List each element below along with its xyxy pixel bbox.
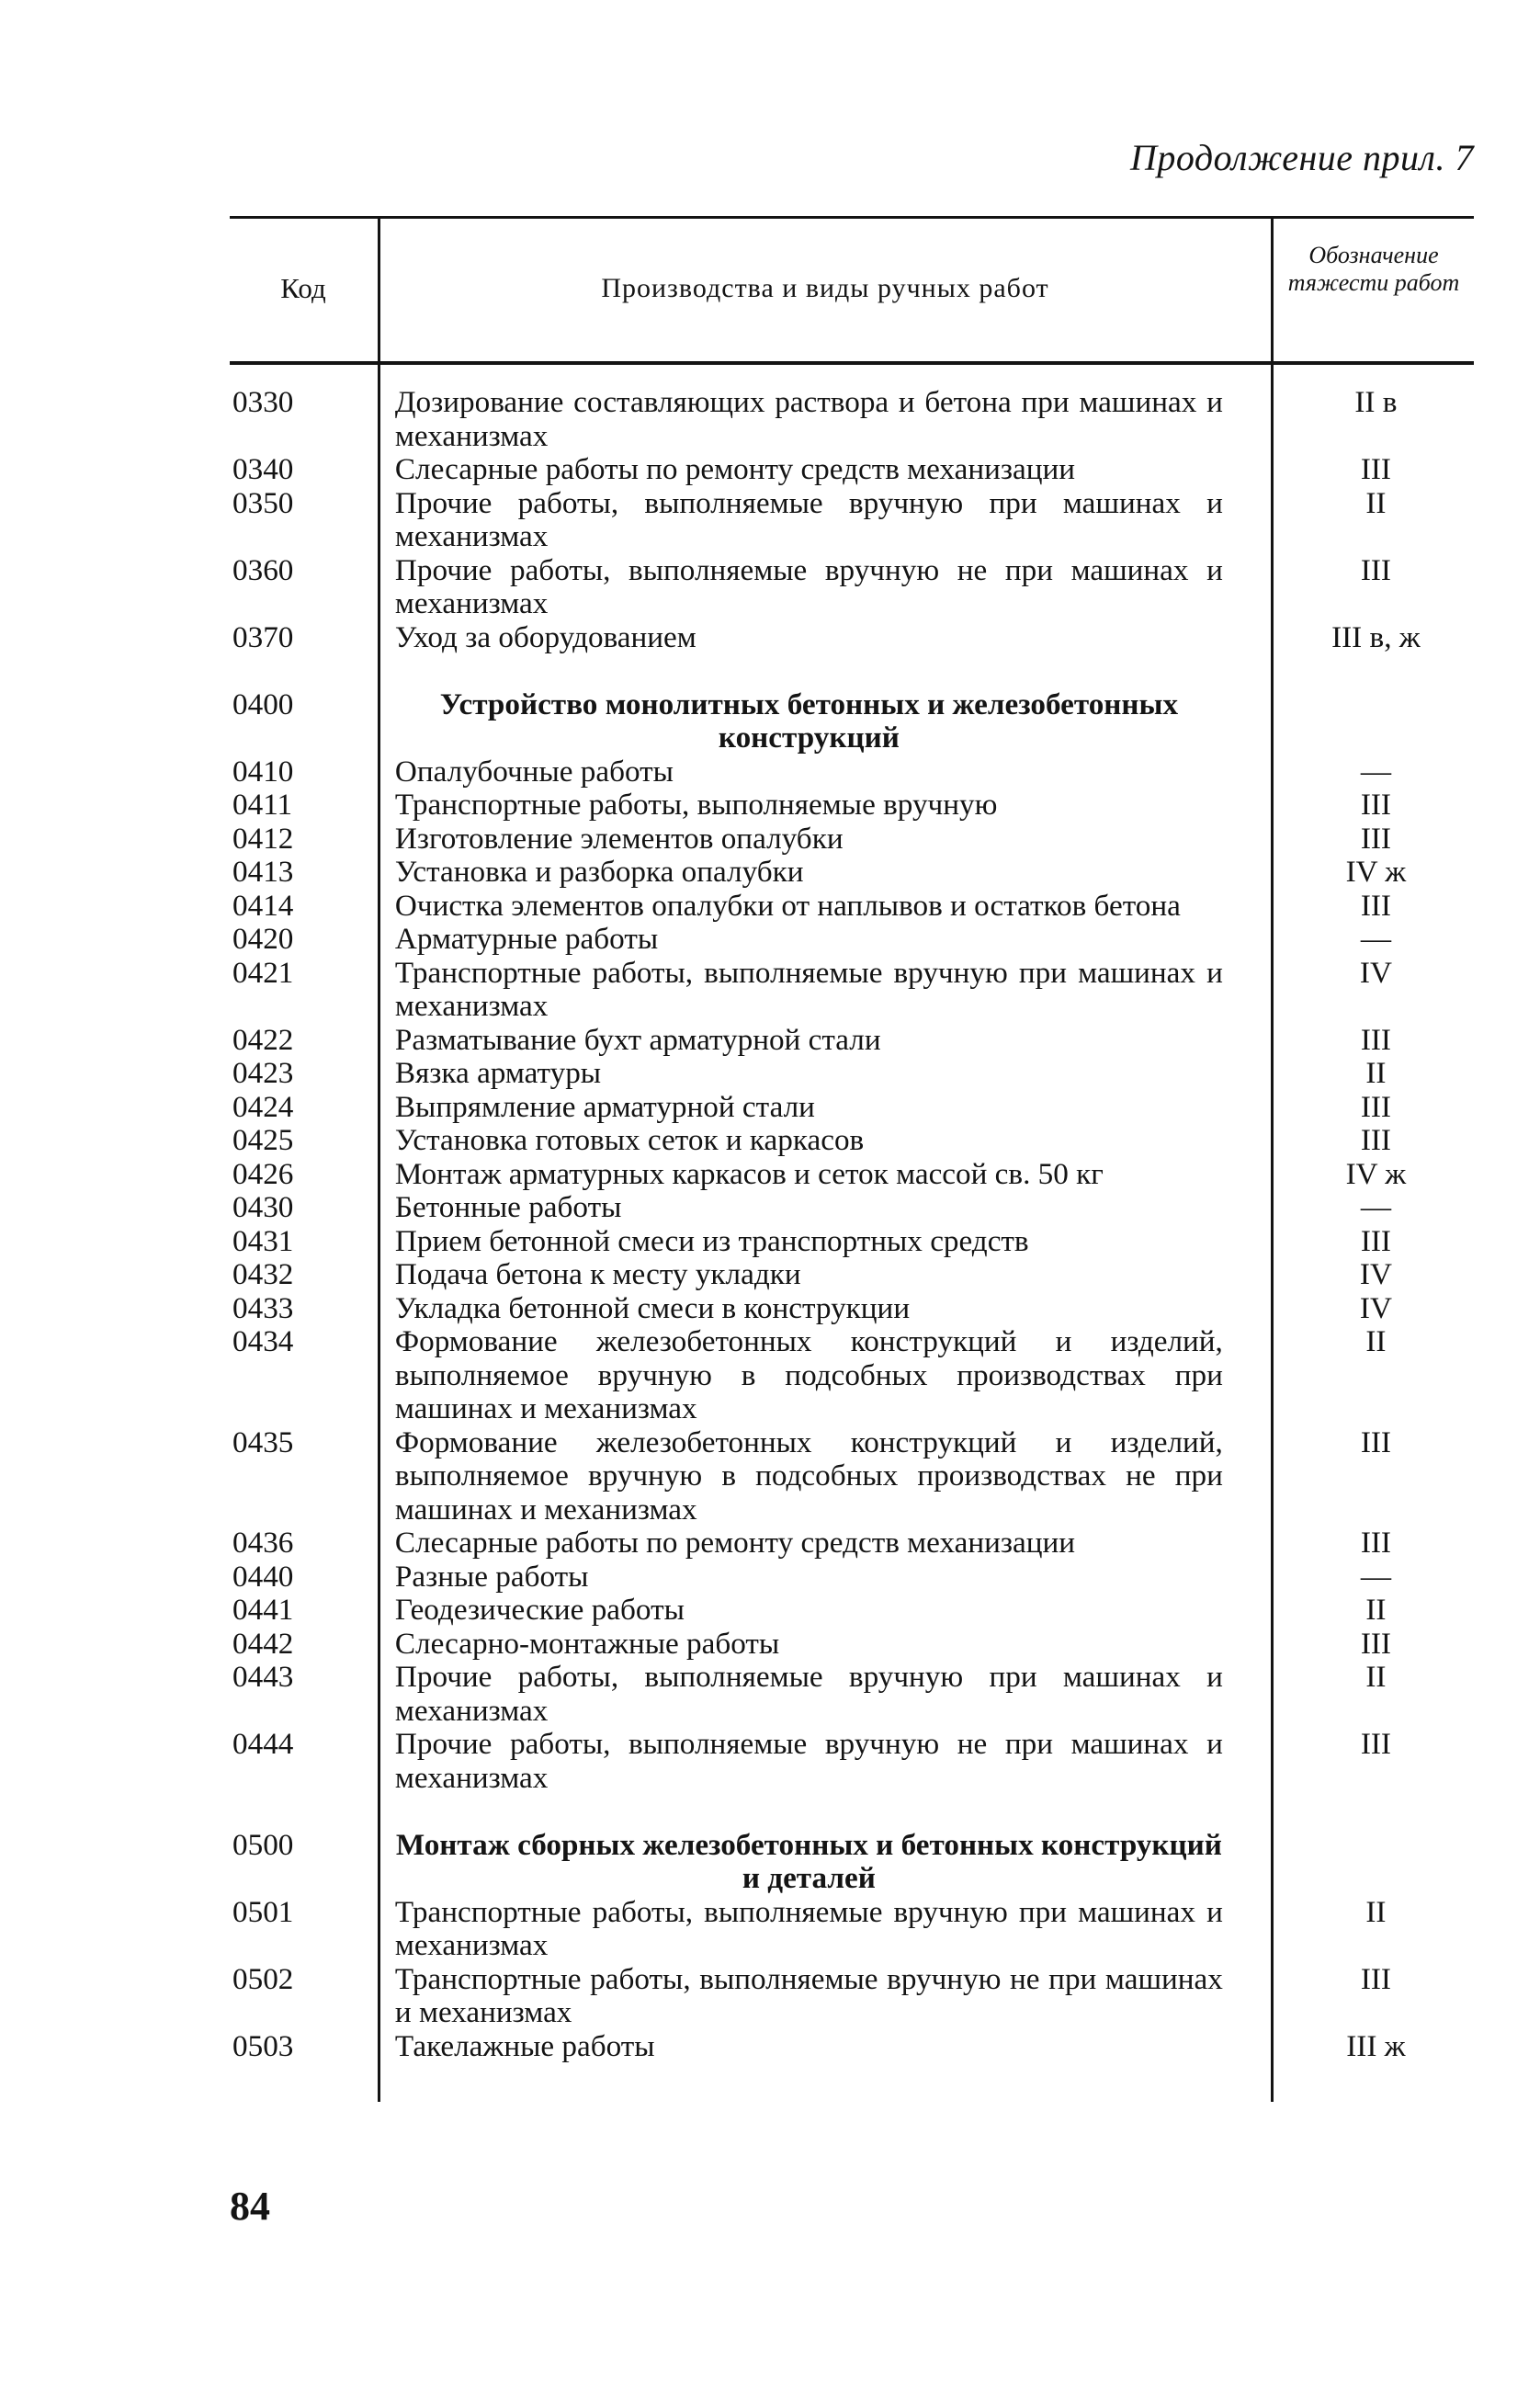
row-work: Прочие работы, выполняемые вручную не при машинах и механизмах (394, 552, 1223, 620)
row-work: Прочие работы, выполняемые вручную при машинах и механизмах (394, 485, 1223, 553)
table-row (230, 1561, 1474, 1595)
table-row (230, 1628, 1474, 1662)
row-code: 0501 (232, 1894, 294, 1929)
row-code: 0425 (232, 1123, 294, 1157)
table-row (230, 1191, 1474, 1225)
table-row (230, 1594, 1474, 1628)
row-work: Слесарно-монтажные работы (394, 1626, 780, 1661)
table-row (230, 621, 1474, 655)
row-severity: III (1360, 788, 1391, 822)
row-code: 0410 (232, 754, 294, 789)
row-severity: III (1360, 1123, 1391, 1157)
row-code: 0400 (232, 687, 294, 721)
header-code: Код (280, 272, 326, 304)
table-row (230, 1896, 1474, 1963)
table-row (230, 890, 1474, 924)
row-severity: III (1360, 1022, 1391, 1057)
table-row (230, 1728, 1474, 1795)
table-row (230, 1057, 1474, 1091)
table-row (230, 1024, 1474, 1058)
row-work: Вязка арматуры (394, 1056, 602, 1090)
row-code: 0426 (232, 1156, 294, 1191)
row-code: 0442 (232, 1626, 294, 1661)
row-severity: — (1360, 1559, 1391, 1594)
row-work: Транспортные работы, выполняемые вручную (394, 788, 998, 822)
row-work: Такелажные работы (394, 2028, 655, 2063)
row-severity: II (1365, 1593, 1387, 1627)
row-code: 0421 (232, 955, 294, 990)
table-row (230, 789, 1474, 823)
row-work: Выпрямление арматурной стали (394, 1089, 815, 1124)
row-gap (230, 654, 1474, 688)
row-work: Арматурные работы (394, 922, 659, 956)
row-code: 0443 (232, 1660, 294, 1694)
row-work: Слесарные работы по ремонту средств механизации (394, 1526, 1075, 1560)
table-row (230, 1158, 1474, 1192)
row-severity: III в, ж (1331, 619, 1421, 654)
page-number: 84 (230, 2184, 270, 2229)
row-work: Опалубочные работы (394, 754, 674, 789)
row-code: 0424 (232, 1089, 294, 1124)
row-code: 0435 (232, 1425, 294, 1459)
row-severity: IV (1359, 1290, 1392, 1325)
row-severity (1278, 688, 1474, 755)
row-code: 0350 (232, 485, 294, 520)
row-work: Транспортные работы, выполняемые вручную при машинах и механизмах (394, 1894, 1223, 1962)
table-row (230, 957, 1474, 1024)
row-work: Уход за оборудованием (394, 619, 696, 654)
row-severity: II (1365, 485, 1387, 520)
row-severity: II (1365, 1894, 1387, 1929)
row-severity: III (1360, 821, 1391, 856)
row-code: 0414 (232, 888, 294, 923)
row-code: 0430 (232, 1190, 294, 1224)
row-severity: — (1360, 1190, 1391, 1224)
row-code: 0436 (232, 1526, 294, 1560)
section-heading-row (230, 688, 1474, 755)
table-row (230, 1091, 1474, 1125)
row-code: 0433 (232, 1290, 294, 1325)
row-severity: III (1360, 552, 1391, 587)
table-row (230, 1225, 1474, 1259)
row-code: 0330 (232, 385, 294, 419)
row-severity: IV (1359, 1257, 1392, 1291)
row-work: Дозирование составляющих раствора и бетона при машинах и механизмах (394, 385, 1223, 453)
table-row (230, 856, 1474, 890)
row-gap (230, 1795, 1474, 1829)
row-work: Укладка бетонной смеси в конструкции (394, 1290, 911, 1325)
row-severity: II (1365, 1660, 1387, 1694)
row-work: Прием бетонной смеси из транспортных средств (394, 1223, 1029, 1258)
row-severity: III (1360, 1526, 1391, 1560)
row-severity: II (1365, 1324, 1387, 1358)
continuation-note: Продолжение прил. 7 (1129, 137, 1474, 178)
row-code: 0440 (232, 1559, 294, 1594)
row-severity: II в (1354, 385, 1398, 419)
row-severity: IV ж (1345, 1156, 1407, 1191)
row-severity: III (1360, 1089, 1391, 1124)
table-row (230, 487, 1474, 554)
row-work: Формование железобетонных конструкций и изделий, выполняемое вручную в подсобных производствах при машинах и механизмах (394, 1324, 1223, 1425)
row-work: Бетонные работы (394, 1190, 622, 1224)
table-row (230, 453, 1474, 487)
row-code: 0340 (232, 452, 294, 486)
section-title: Устройство монолитных бетонных и железобетонных конструкций (439, 687, 1179, 755)
table-row (230, 554, 1474, 621)
row-severity: III (1360, 1961, 1391, 1996)
row-code: 0370 (232, 619, 294, 654)
header-work-types: Производства и виды ручных работ (601, 273, 1049, 303)
row-severity: III (1360, 1626, 1391, 1661)
row-code: 0412 (232, 821, 294, 856)
table-row (230, 1963, 1474, 2030)
row-severity: III (1360, 1727, 1391, 1761)
row-severity: IV ж (1345, 855, 1407, 889)
section-heading-row (230, 1829, 1474, 1896)
table-row (230, 1527, 1474, 1561)
row-work: Разные работы (394, 1559, 589, 1594)
row-work: Установка готовых сеток и каркасов (394, 1123, 865, 1157)
table-body (230, 386, 1474, 2063)
row-code: 0441 (232, 1593, 294, 1627)
row-code: 0432 (232, 1257, 294, 1291)
row-severity: — (1360, 922, 1391, 956)
row-severity: IV (1359, 955, 1392, 990)
row-code: 0411 (232, 788, 293, 822)
row-severity: III (1360, 1223, 1391, 1258)
row-severity: III (1360, 1425, 1391, 1459)
row-severity: III (1360, 888, 1391, 923)
row-work: Установка и разборка опалубки (394, 855, 804, 889)
row-severity: II (1365, 1056, 1387, 1090)
row-work: Геодезические работы (394, 1593, 685, 1627)
row-code: 0431 (232, 1223, 294, 1258)
row-code: 0434 (232, 1324, 294, 1358)
row-work: Слесарные работы по ремонту средств механизации (394, 452, 1075, 486)
row-work: Монтаж арматурных каркасов и сеток массой св. 50 кг (394, 1156, 1104, 1191)
row-work: Разматывание бухт арматурной стали (394, 1022, 881, 1057)
row-code: 0420 (232, 922, 294, 956)
row-work: Транспортные работы, выполняемые вручную не при машинах и механизмах (394, 1961, 1223, 2029)
table-row (230, 1325, 1474, 1426)
table-row (230, 1258, 1474, 1292)
row-work: Изготовление элементов опалубки (394, 821, 844, 856)
table-row (230, 823, 1474, 857)
row-severity: III (1360, 452, 1391, 486)
row-code: 0500 (232, 1827, 294, 1862)
row-code: 0413 (232, 855, 294, 889)
table-row (230, 1426, 1474, 1527)
row-work: Транспортные работы, выполняемые вручную при машинах и механизмах (394, 955, 1223, 1023)
table-row (230, 1661, 1474, 1728)
row-severity (1278, 1829, 1474, 1896)
row-code: 0444 (232, 1727, 294, 1761)
table-row (230, 2030, 1474, 2064)
table-row (230, 386, 1474, 453)
row-work: Прочие работы, выполняемые вручную при машинах и механизмах (394, 1660, 1223, 1728)
row-code: 0360 (232, 552, 294, 587)
table-row (230, 1292, 1474, 1326)
table-row (230, 1124, 1474, 1158)
row-code: 0502 (232, 1961, 294, 1996)
row-work: Прочие работы, выполняемые вручную не при машинах и механизмах (394, 1727, 1223, 1795)
table-row (230, 755, 1474, 789)
row-code: 0503 (232, 2028, 294, 2063)
row-code: 0422 (232, 1022, 294, 1057)
row-work: Подача бетона к месту укладки (394, 1257, 801, 1291)
header-severity: Обозначение тяжести работ (1287, 242, 1460, 296)
row-code: 0423 (232, 1056, 294, 1090)
row-work: Очистка элементов опалубки от наплывов и остатков бетона (394, 888, 1181, 923)
row-work: Формование железобетонных конструкций и изделий, выполняемое вручную в подсобных производствах не при машинах и механизмах (394, 1425, 1223, 1527)
header-bottom-rule (230, 361, 1474, 365)
row-severity: — (1360, 754, 1391, 789)
row-severity: III ж (1346, 2028, 1406, 2063)
table-row (230, 923, 1474, 957)
section-title: Монтаж сборных железобетонных и бетонных конструкций и деталей (395, 1827, 1222, 1895)
